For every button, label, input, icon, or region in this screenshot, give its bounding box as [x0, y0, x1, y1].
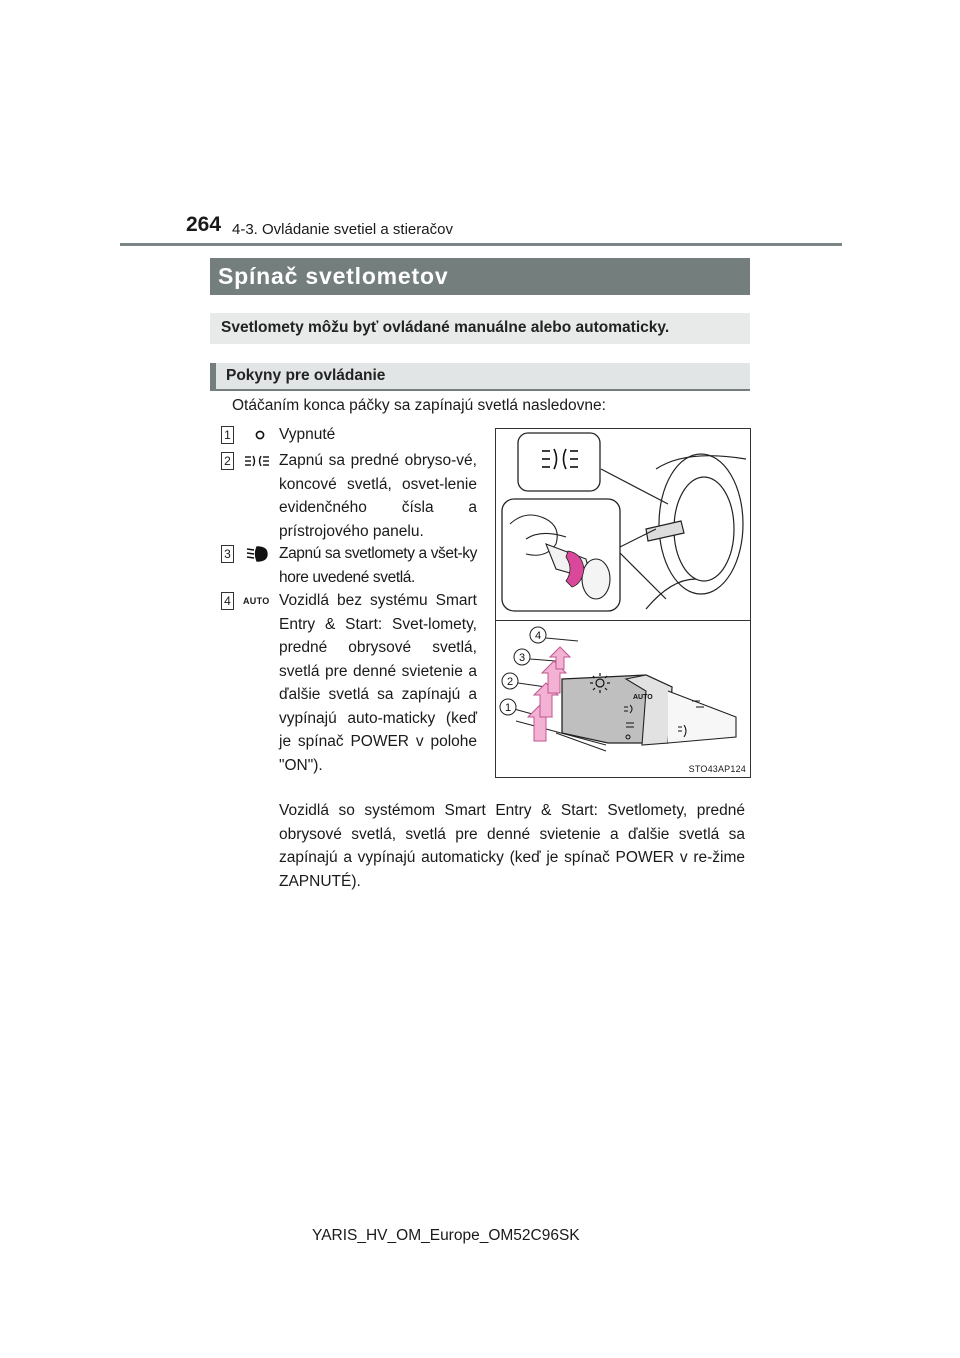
side-lights-icon: [243, 452, 271, 470]
callout-3: 3: [518, 652, 526, 664]
off-circle-icon: [246, 426, 274, 444]
section-path: 4-3. Ovládanie svetiel a stieračov: [232, 221, 453, 238]
item-number-4: 4: [221, 592, 234, 610]
item-number-3: 3: [221, 545, 234, 563]
auto-icon: AUTO: [243, 596, 270, 606]
headlights-icon: [244, 545, 272, 563]
item-text-1: Vypnuté: [279, 426, 336, 443]
lead-text: Otáčaním konca páčky sa zapínajú svetlá nasledovne:: [232, 397, 606, 414]
section-title-bar: [210, 258, 750, 295]
subsection-accent: [210, 363, 216, 389]
item-text-3: Zapnú sa svetlomety a všet-ky hore uvedené svetlá.: [279, 545, 477, 586]
callout-4: 4: [534, 630, 542, 642]
headlight-switch-figure: [495, 428, 751, 778]
page-number: 264: [186, 213, 222, 236]
subsection-header: [210, 363, 750, 391]
section-title: Spínač svetlometov: [218, 263, 449, 289]
subsection-title: Pokyny pre ovládanie: [226, 367, 386, 384]
item-number-1: 1: [221, 426, 234, 444]
item-number-2: 2: [221, 452, 234, 470]
footer-doc-id: YARIS_HV_OM_Europe_OM52C96SK: [312, 1227, 580, 1244]
intro-box: [210, 313, 750, 344]
dashboard-illustration: [496, 429, 750, 619]
intro-text: Svetlomety môžu byť ovládané manuálne alebo automaticky.: [221, 319, 670, 336]
callout-1: 1: [504, 702, 512, 714]
after-text: Vozidlá so systémom Smart Entry & Start: Svetlomety, predné obrysové svetlá, svetlá pre denné svietenie a ďalšie svetlá sa zapínajú a vypínajú automaticky (keď je spínač POWER v re-žime ZAPNUTÉ).: [279, 802, 745, 890]
lever-illustration: [496, 621, 750, 777]
item-text-2: Zapnú sa predné obryso-vé, koncové svetlá, osvet-lenie evidenčného čísla a prístrojového panelu.: [279, 452, 477, 540]
callout-2: 2: [506, 676, 514, 688]
switch-label: AUTO: [633, 694, 653, 701]
item-text-4: Vozidlá bez systému Smart Entry & Start: Svet-lomety, predné obrysové svetlá, svetlá pre denné svietenie a ďalšie svetlá sa zapínajú a vypínajú auto-maticky (keď je spínač POWER v polohe "ON").: [279, 592, 477, 774]
figure-code: STO43AP124: [688, 764, 746, 774]
header-rule: [120, 243, 842, 246]
